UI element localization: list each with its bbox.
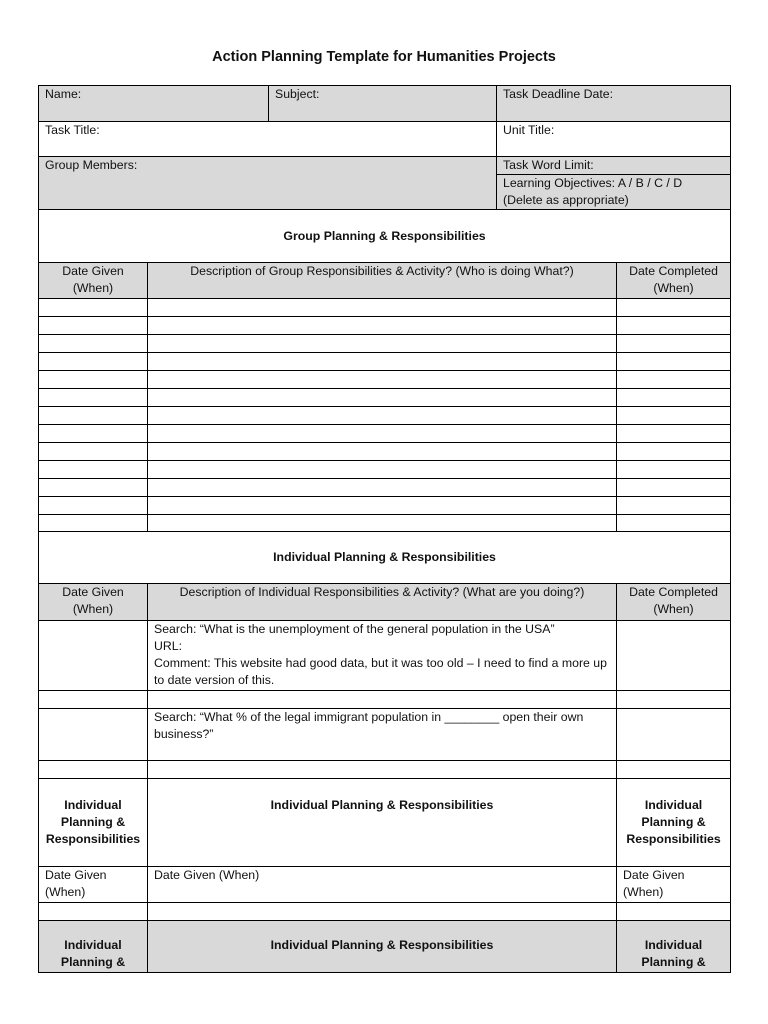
group-row[interactable] [39, 335, 731, 353]
individual-col-description: Description of Individual Responsibilities & Activity? (What are you doing?) [148, 584, 617, 621]
extra-date-given-right [617, 867, 731, 903]
extra-date-given-left-line2: (When) [45, 885, 86, 899]
extra-row[interactable] [39, 903, 731, 921]
group-row[interactable] [39, 461, 731, 479]
individual-col-date-given-line1: Date Given [62, 585, 124, 599]
individual-col-date-completed-line1: Date Completed [629, 585, 718, 599]
last-side-left-line2: Planning & [60, 955, 126, 969]
last-side-label-right [617, 921, 731, 973]
learning-objectives-field[interactable] [497, 175, 731, 210]
individual-entry-1-text [148, 621, 617, 691]
last-side-right-line1: Individual [644, 938, 703, 952]
word-limit-field[interactable] [497, 157, 731, 175]
entry-1-search: Search: “What is the unemployment of the general population in the USA” [154, 622, 555, 636]
group-col-date-completed-line1: Date Completed [629, 264, 718, 278]
group-members-label: Group Members: [45, 158, 138, 172]
extra-side-right-line2: Planning & [641, 815, 706, 829]
task-title-field[interactable] [39, 122, 497, 157]
unit-title-field[interactable] [497, 122, 731, 157]
individual-col-date-given-line2: (When) [72, 602, 114, 616]
extra-date-given-right-line2: (When) [623, 885, 664, 899]
word-limit-label: Task Word Limit: [503, 158, 594, 172]
extra-side-label-right [617, 779, 731, 867]
subject-field[interactable] [269, 86, 497, 122]
group-col-description: Description of Group Responsibilities & Activity? (Who is doing What?) [148, 263, 617, 299]
entry-1-url: URL: [154, 639, 183, 653]
learning-objectives-label: Learning Objectives: A / B / C / D [503, 176, 683, 190]
group-row[interactable] [39, 371, 731, 389]
group-col-date-completed-line2: (When) [653, 281, 694, 295]
group-row[interactable] [39, 389, 731, 407]
group-section-heading: Group Planning & Responsibilities [39, 210, 731, 263]
extra-side-left-line3: Responsibilities [45, 832, 141, 846]
extra-date-given-left-line1: Date Given [45, 868, 107, 882]
last-section-heading: Individual Planning & Responsibilities [148, 921, 617, 973]
extra-date-given-right-line1: Date Given [623, 868, 685, 882]
planning-table [38, 209, 731, 973]
learning-objectives-note: (Delete as appropriate) [503, 193, 629, 207]
extra-side-left-line2: Planning & [60, 815, 126, 829]
group-row[interactable] [39, 443, 731, 461]
info-table [38, 85, 731, 210]
entry-2-search: Search: “What % of the legal immigrant population in ________ open their own business?” [148, 709, 617, 761]
extra-date-given-middle: Date Given (When) [148, 867, 617, 903]
page-title: Action Planning Template for Humanities Projects [212, 49, 556, 65]
last-side-right-line2: Planning & [641, 955, 706, 969]
group-col-date-completed [617, 263, 731, 299]
extra-side-right-line3: Responsibilities [626, 832, 721, 846]
group-row[interactable] [39, 515, 731, 532]
last-side-label-left [39, 921, 148, 973]
extra-section-heading: Individual Planning & Responsibilities [148, 779, 617, 867]
individual-col-date-given [39, 584, 148, 621]
group-row[interactable] [39, 407, 731, 425]
individual-entry-2[interactable] [39, 709, 731, 761]
group-row[interactable] [39, 479, 731, 497]
group-members-field[interactable] [39, 157, 497, 210]
individual-row[interactable] [39, 761, 731, 779]
subject-label: Subject: [275, 87, 320, 101]
group-row[interactable] [39, 353, 731, 371]
group-row[interactable] [39, 425, 731, 443]
group-col-date-given [39, 263, 148, 299]
extra-side-label-left [39, 779, 148, 867]
individual-section-heading: Individual Planning & Responsibilities [39, 532, 731, 584]
extra-date-given-left [39, 867, 148, 903]
group-row[interactable] [39, 497, 731, 515]
last-side-left-line1: Individual [64, 938, 122, 952]
group-col-date-given-line1: Date Given [62, 264, 124, 278]
unit-title-label: Unit Title: [503, 123, 555, 137]
deadline-field[interactable] [497, 86, 731, 122]
group-row[interactable] [39, 299, 731, 317]
name-label: Name: [45, 87, 82, 101]
group-row[interactable] [39, 317, 731, 335]
group-col-date-given-line2: (When) [72, 281, 114, 295]
extra-side-left-line1: Individual [64, 798, 122, 812]
name-field[interactable] [39, 86, 269, 122]
individual-row[interactable] [39, 691, 731, 709]
individual-entry-1[interactable] [39, 621, 731, 691]
deadline-label: Task Deadline Date: [503, 87, 614, 101]
individual-col-date-completed-line2: (When) [653, 602, 694, 616]
task-title-label: Task Title: [45, 123, 100, 137]
extra-side-right-line1: Individual [644, 798, 703, 812]
entry-1-comment: Comment: This website had good data, but it was too old – I need to find a more up to date version of this. [154, 656, 607, 687]
individual-col-date-completed [617, 584, 731, 621]
